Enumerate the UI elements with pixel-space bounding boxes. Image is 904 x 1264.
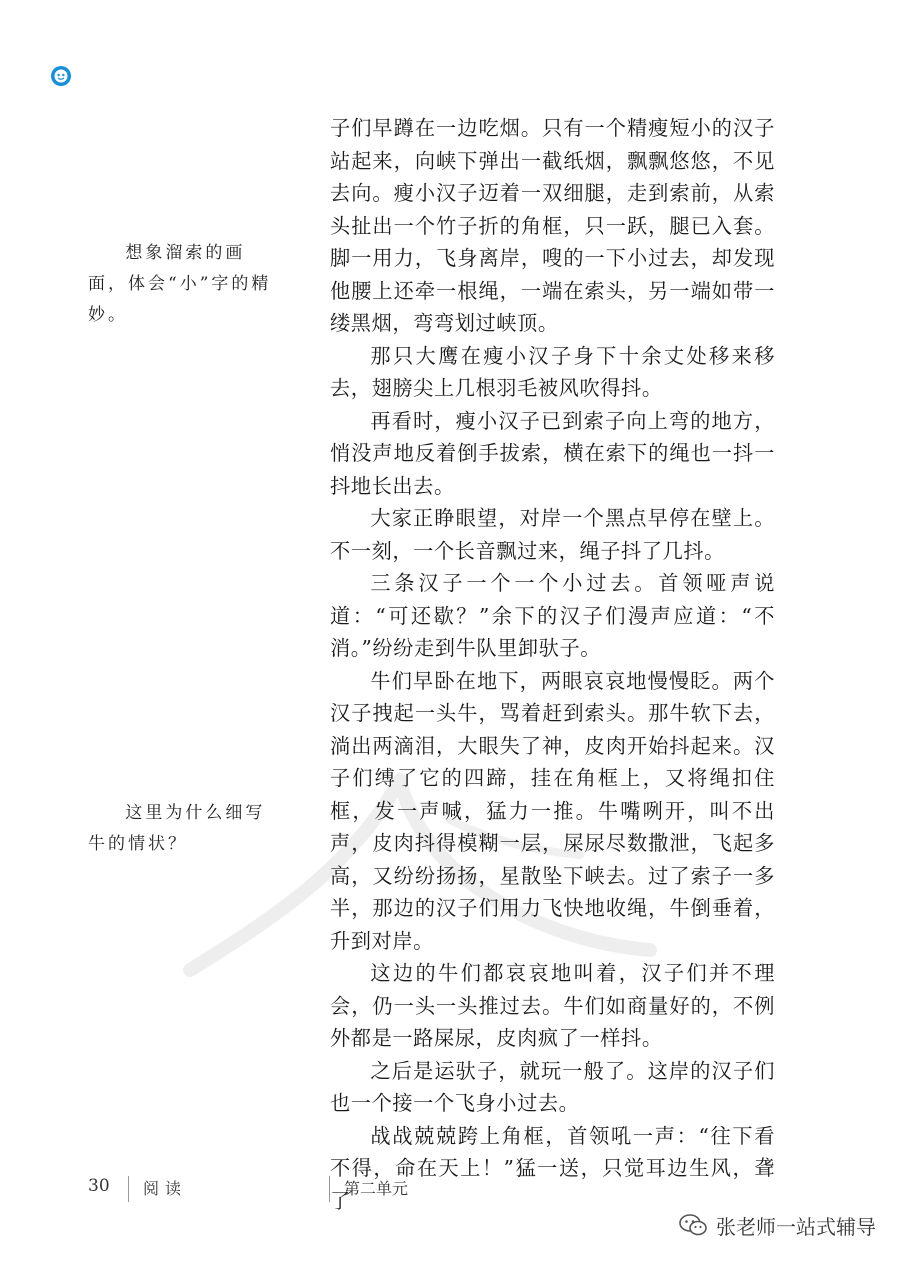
marginal-note-text: 这里为什么细写牛的情状？ [88, 803, 266, 854]
footer-divider [128, 1176, 129, 1202]
wechat-icon [678, 1212, 708, 1238]
paragraph: 战战兢兢跨上角框，首领吼一声：“往下看不得，命在天上！”猛一送，只觉耳边生风，聋了 [330, 1123, 775, 1213]
marginal-note-text: 想象溜索的画面，体会“小”字的精妙。 [88, 243, 272, 325]
brand-watermark [678, 1207, 876, 1243]
paragraph: 牛们早卧在地下，两眼哀哀地慢慢眨。两个汉子拽起一头牛，骂着赶到索头。那牛软下去，淌出两滴泪，大眼失了神，皮肉开始抖起来。汉子们缚了它的四蹄，挂在角框上，又将绳扣住框，发一声喊，猛力一推。牛嘴咧开，叫不出声，皮肉抖得模糊一层，屎尿尽数撒泄，飞起多高，又纷纷扬扬，星散坠下峡去。过了索子一多半，那边的汉子们用力飞快地收绳，牛倒垂着，升到对岸。 [330, 668, 775, 953]
paragraph: 三条汉子一个一个小过去。首领哑声说道：“可还歇？”余下的汉子们漫声应道：“不消。”纷纷走到牛队里卸驮子。 [330, 571, 775, 660]
marginal-note-2 [88, 798, 278, 860]
paragraph: 这边的牛们都哀哀地叫着，汉子们并不理会，仍一头一头推过去。牛们如商量好的，不例外都是一路屎尿，皮肉疯了一样抖。 [330, 961, 775, 1050]
brand-text: 张老师一站式辅导 [716, 1214, 876, 1239]
page-number: 30 [88, 1176, 110, 1196]
main-text [330, 112, 775, 1217]
marginal-note-1 [88, 238, 278, 331]
paragraph: 那只大鹰在瘦小汉子身下十余丈处移来移去，翅膀尖上几根羽毛被风吹得抖。 [330, 343, 775, 400]
paragraph: 之后是运驮子，就玩一般了。这岸的汉子们也一个接一个飞身小过去。 [330, 1058, 775, 1115]
section-label: 阅读 [143, 1179, 188, 1198]
page-footer [0, 1172, 904, 1212]
smiley-face-icon [50, 65, 72, 87]
footer-divider [329, 1176, 330, 1202]
paragraph: 子们早蹲在一边吃烟。只有一个精瘦短小的汉子站起来，向峡下弹出一截纸烟，飘飘悠悠，不见去向。瘦小汉子迈着一双细腿，走到索前，从索头扯出一个竹子折的角框，只一跃，腿已入套。脚一用力，飞身离岸，嗖的一下小过去，却发现他腰上还牵一根绳，一端在索头，另一端如带一缕黑烟，弯弯划过峡顶。 [330, 116, 775, 335]
paragraph: 再看时，瘦小汉子已到索子向上弯的地方，悄没声地反着倒手拔索，横在索下的绳也一抖一抖地长出去。 [330, 408, 775, 498]
unit-label: 第二单元 [344, 1179, 409, 1198]
paragraph: 大家正睁眼望，对岸一个黑点早停在壁上。不一刻，一个长音飘过来，绳子抖了几抖。 [330, 506, 775, 563]
